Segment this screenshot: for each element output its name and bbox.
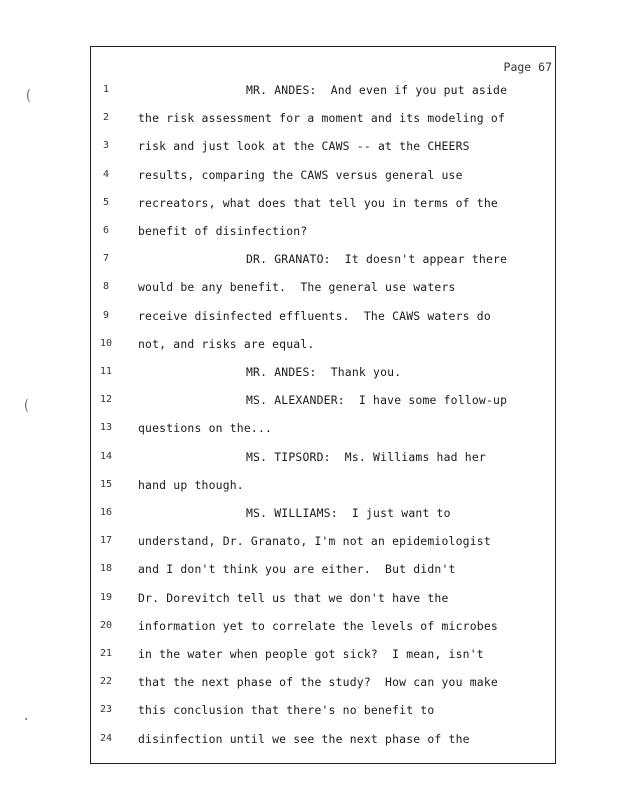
line-number: 5	[102, 196, 110, 208]
transcript-line	[0, 165, 618, 185]
transcript-line	[0, 588, 618, 608]
line-number: 15	[99, 478, 113, 490]
transcript-line	[0, 390, 618, 410]
line-number: 10	[99, 337, 113, 349]
line-text: this conclusion that there's no benefit to	[138, 703, 435, 718]
line-number: 22	[99, 676, 113, 688]
transcript-line	[0, 616, 618, 636]
line-text: not, and risks are equal.	[138, 336, 315, 351]
line-text: receive disinfected effluents. The CAWS waters do	[138, 308, 491, 323]
line-number: 2	[102, 112, 110, 124]
line-text: MR. ANDES: And even if you put aside	[246, 83, 508, 97]
transcript-line	[0, 700, 618, 720]
line-number: 20	[99, 619, 113, 631]
transcript-line	[0, 221, 618, 241]
line-text: recreators, what does that tell you in terms of the	[138, 195, 498, 210]
transcript-line	[0, 334, 618, 354]
transcript-line	[0, 729, 618, 749]
transcript-line	[0, 277, 618, 297]
transcript-line	[0, 193, 618, 213]
line-text: information yet to correlate the levels of microbes	[138, 618, 498, 633]
line-text: risk and just look at the CAWS -- at the CHEERS	[138, 139, 470, 154]
punch-hole-mark: .	[22, 708, 31, 724]
punch-hole-mark: (	[24, 88, 33, 104]
line-text: DR. GRANATO: It doesn't appear there	[246, 252, 508, 267]
line-text: MS. ALEXANDER: I have some follow-up	[246, 393, 508, 408]
transcript-line	[0, 672, 618, 692]
line-number: 6	[102, 225, 110, 236]
line-number: 17	[99, 535, 113, 547]
line-text: understand, Dr. Granato, I'm not an epidemiologist	[138, 534, 491, 549]
line-number: 3	[102, 140, 110, 152]
line-number: 9	[102, 309, 110, 321]
line-text: results, comparing the CAWS versus general use	[138, 167, 463, 182]
line-number: 23	[99, 704, 113, 716]
line-number: 16	[99, 507, 113, 518]
line-number: 12	[99, 394, 113, 406]
transcript-line	[0, 644, 618, 664]
line-text: and I don't think you are either. But didn't	[138, 562, 456, 577]
line-number: 7	[102, 253, 110, 265]
transcript-line	[0, 80, 618, 100]
transcript-line	[0, 108, 618, 128]
line-number: 13	[99, 422, 113, 434]
line-text: questions on the...	[138, 421, 273, 436]
transcript-line	[0, 503, 618, 523]
line-number: 8	[102, 281, 110, 293]
line-number: 21	[99, 648, 113, 659]
line-text: the risk assessment for a moment and its modeling of	[138, 111, 506, 126]
line-text: would be any benefit. The general use waters	[138, 280, 456, 295]
line-text: MS. WILLIAMS: I just want to	[246, 506, 451, 520]
transcript-line	[0, 531, 618, 551]
transcript-line	[0, 306, 618, 326]
line-text: MR. ANDES: Thank you.	[246, 365, 402, 379]
line-number: 1	[102, 84, 110, 95]
line-text: disinfection until we see the next phase of the	[138, 731, 470, 746]
line-text: hand up though.	[138, 477, 244, 492]
line-number: 24	[99, 732, 113, 744]
transcript-line	[0, 362, 618, 382]
transcript-line	[0, 418, 618, 438]
line-text: benefit of disinfection?	[138, 224, 308, 238]
page-number: Page 67	[503, 60, 552, 74]
line-text: in the water when people got sick? I mean, isn't	[138, 647, 484, 661]
line-text: that the next phase of the study? How can you make	[138, 675, 498, 690]
line-number: 18	[99, 563, 113, 575]
line-text: MS. TIPSORD: Ms. Williams had her	[246, 449, 486, 464]
transcript-line	[0, 249, 618, 269]
line-number: 4	[102, 168, 110, 180]
line-text: Dr. Dorevitch tell us that we don't have the	[138, 590, 449, 605]
line-number: 19	[99, 591, 113, 603]
transcript-line	[0, 136, 618, 156]
transcript-line	[0, 475, 618, 495]
line-number: 14	[99, 450, 113, 462]
transcript-line	[0, 559, 618, 579]
transcript-line	[0, 447, 618, 467]
line-number: 11	[99, 366, 113, 377]
punch-hole-mark: (	[22, 398, 31, 414]
